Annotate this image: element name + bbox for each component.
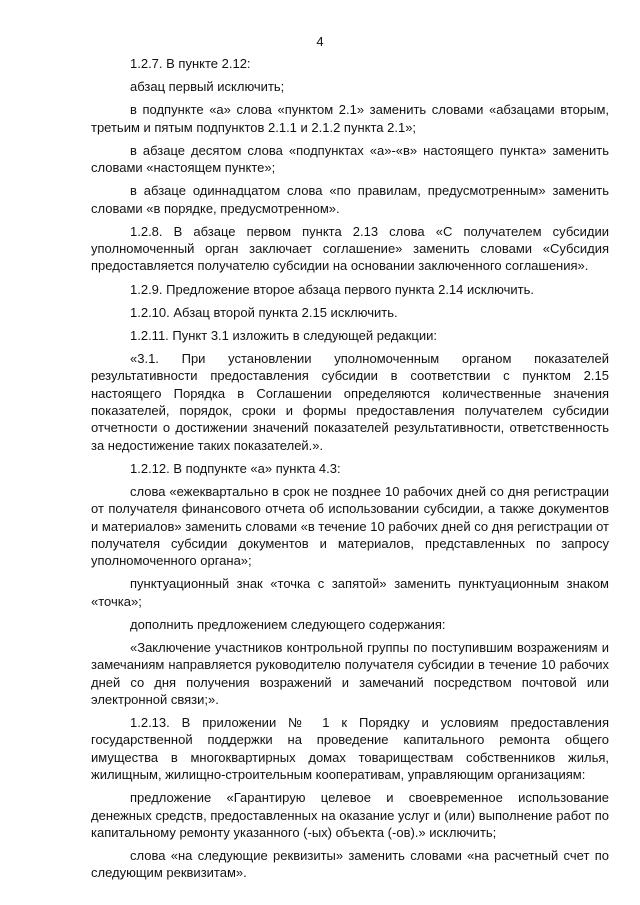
paragraph: слова «ежеквартально в срок не позднее 10 рабочих дней со дня регистрации от получателя финансового отчета об использовании субсидии, а также документов и материалов» заменить словами «в течение 10 рабочих дней со дня регистрации от получателя субсидии документов и материалов, представленных по запросу уполномоченного органа»; bbox=[91, 484, 609, 569]
paragraph-1-2-9: 1.2.9. Предложение второе абзаца первого пункта 2.14 исключить. bbox=[130, 281, 535, 297]
paragraph: в абзаце одиннадцатом слова «по правилам, предусмотренным» заменить словами «в порядке, предусмотренном». bbox=[91, 183, 609, 216]
paragraph: предложение «Гарантирую целевое и своевременное использование денежных средств, предоставленных на оказание услуг и (или) выполнение работ по капитальному ремонту указанного (-ых) объекта (-ов).» исключить; bbox=[91, 790, 609, 840]
paragraph: «Заключение участников контрольной группы по поступившим возражениям и замечаниям направляется руководителю получателя субсидии в течение 10 рабочих дней со дня получения возражений и замечаний посредством почтовой или электронной связи;». bbox=[91, 640, 609, 707]
paragraph: абзац первый исключить; bbox=[130, 79, 285, 95]
document-body bbox=[91, 55, 609, 888]
paragraph-1-2-10: 1.2.10. Абзац второй пункта 2.15 исключить. bbox=[130, 304, 398, 320]
paragraph: в подпункте «а» слова «пунктом 2.1» заменить словами «абзацами вторым, третьим и пятым подпунктов 2.1.1 и 2.1.2 пункта 2.1»; bbox=[91, 102, 609, 135]
paragraph: дополнить предложением следующего содержания: bbox=[130, 616, 446, 632]
paragraph: в абзаце десятом слова «подпунктах «а»-«в» настоящего пункта» заменить словами «настоящем пункте»; bbox=[91, 142, 609, 176]
paragraph-1-2-8: 1.2.8. В абзаце первом пункта 2.13 слова «С получателем субсидии уполномоченный орган заключает соглашение» заменить словами «Субсидия предоставляется получателю субсидии на основании заключенного соглашения». bbox=[91, 223, 609, 274]
paragraph: слова «на следующие реквизиты» заменить словами «на расчетный счет по следующим реквизитам». bbox=[91, 848, 609, 881]
paragraph-1-2-13: 1.2.13. В приложении № 1 к Порядку и условиям предоставления государственной поддержки на проведение капитального ремонта общего имущества в многоквартирных домах товариществам собственников жилья, жилищным, жилищно-строительным кооперативам, управляющим организациям: bbox=[91, 715, 609, 783]
paragraph: пунктуационный знак «точка с запятой» заменить пунктуационным знаком «точка»; bbox=[91, 576, 609, 609]
paragraph-1-2-7: 1.2.7. В пункте 2.12: bbox=[130, 56, 251, 71]
paragraph-1-2-12: 1.2.12. В подпункте «а» пункта 4.3: bbox=[130, 460, 341, 476]
paragraph-1-2-11: 1.2.11. Пункт 3.1 изложить в следующей редакции: bbox=[130, 327, 437, 343]
paragraph: «3.1. При установлении уполномоченным органом показателей результативности предоставления субсидии в соответствии с пунктом 2.15 настоящего Порядка в Соглашении определяются количественные значения показателей, порядок, сроки и формы предоставления получателем субсидии отчетности о достижении значений показателей результативности, ответственность за недостижение таких показателей.». bbox=[91, 351, 609, 453]
page-number: 4 bbox=[316, 34, 324, 49]
